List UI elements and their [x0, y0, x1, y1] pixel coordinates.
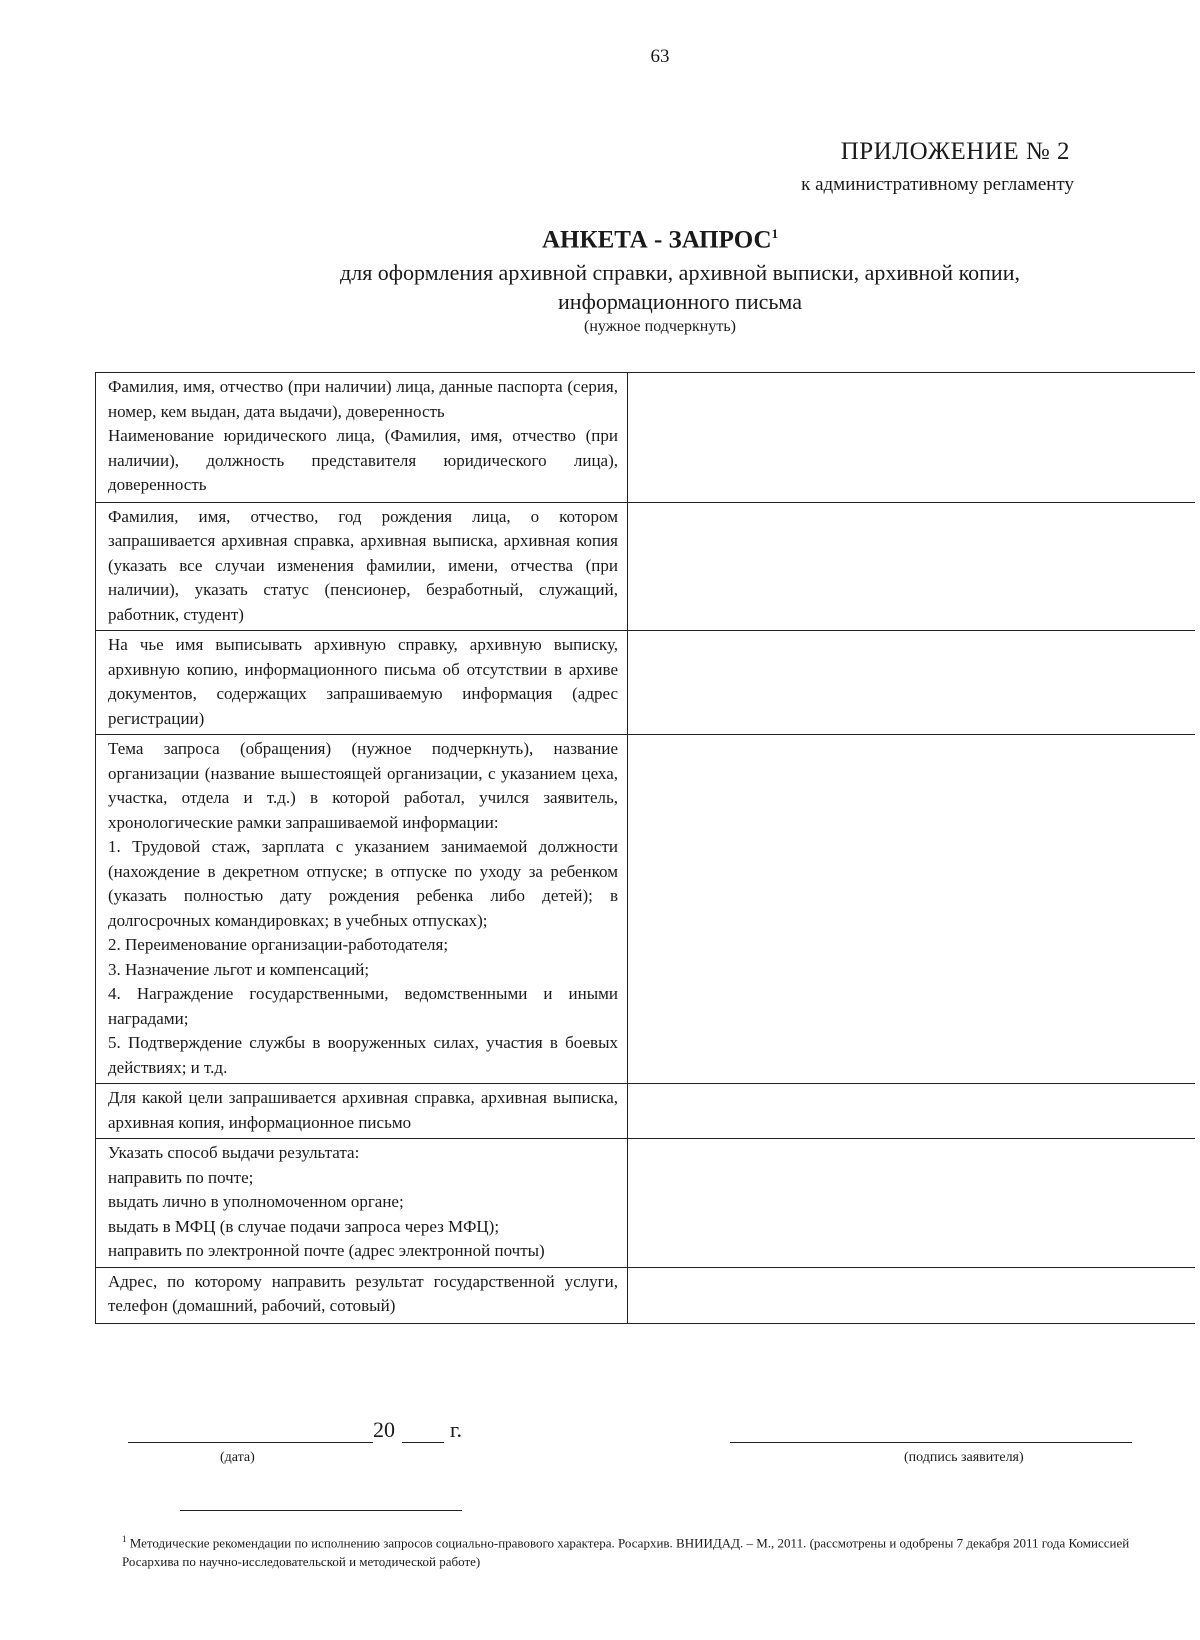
request-form-table: [95, 372, 1195, 1324]
footnote: [122, 1530, 1142, 1571]
form-row-label-line: Фамилия, имя, отчество (при наличии) лица, данные паспорта (серия, номер, кем выдан, дата выдачи), доверенность: [108, 377, 618, 421]
form-row-label: [96, 1084, 628, 1139]
appendix-title: ПРИЛОЖЕНИЕ № 2: [840, 138, 1070, 165]
year-blank-field[interactable]: [402, 1442, 444, 1443]
form-row-label: [96, 735, 628, 1084]
form-row-value-field[interactable]: [628, 631, 1196, 735]
form-row-label-line: 4. Награждение государственными, ведомственными и иными наградами;: [108, 984, 618, 1028]
form-row-label-line: 1. Трудовой стаж, зарплата с указанием занимаемой должности (нахождение в декретном отпуске; в отпуске по уходу за ребенком (указать полностью дату рождения ребенка либо детей); в долгосрочных командировках; в учебных отпусках);: [108, 837, 618, 930]
form-row: [96, 1267, 1196, 1323]
form-row-label-line: Для какой цели запрашивается архивная справка, архивная выписка, архивная копия, информационное письмо: [108, 1088, 618, 1132]
form-subtitle-line: информационного письма: [558, 289, 802, 314]
form-row-label-line: направить по электронной почте (адрес электронной почты): [108, 1241, 545, 1260]
form-row-value-field[interactable]: [628, 1084, 1196, 1139]
form-row-label-line: выдать в МФЦ (в случае подачи запроса через МФЦ);: [108, 1216, 500, 1236]
form-row-label: [96, 631, 628, 735]
form-row-value-field[interactable]: [628, 735, 1196, 1084]
form-row: [96, 735, 1196, 1084]
form-row-label-line: 3. Назначение льгот и компенсаций;: [108, 959, 370, 979]
form-subtitle-line: для оформления архивной справки, архивной выписки, архивной копии,: [340, 260, 1020, 285]
date-caption: (дата): [220, 1450, 255, 1465]
form-row: [96, 373, 1196, 503]
form-row-value-field[interactable]: [628, 373, 1196, 503]
form-row-value-field[interactable]: [628, 1139, 1196, 1268]
form-title-text: АНКЕТА - ЗАПРОС: [541, 226, 772, 254]
form-hint: (нужное подчеркнуть): [584, 318, 736, 335]
form-row-label-line: На чье имя выписывать архивную справку, архивную выписку, архивную копию, информационного письма об отсутствии в архиве документов, содержащих запрашиваемую информация (адрес регистрации): [108, 635, 618, 728]
form-row-label-line: выдать лично в уполномоченном органе;: [108, 1192, 404, 1211]
footnote-divider: [180, 1510, 462, 1511]
date-blank-field[interactable]: [128, 1442, 373, 1443]
year-suffix: г.: [450, 1417, 463, 1442]
form-row: [96, 502, 1196, 631]
form-row: [96, 1139, 1196, 1268]
form-row-label: [96, 1267, 628, 1323]
form-title: [0, 226, 1200, 254]
form-row-label-line: 2. Переименование организации-работодателя;: [108, 935, 449, 954]
page-number: 63: [650, 46, 670, 67]
form-row-label: [96, 1139, 628, 1268]
year-prefix: 20: [373, 1417, 395, 1442]
form-row-label-line: Наименование юридического лица, (Фамилия, имя, отчество (при наличии), должность представителя юридического лица), доверенность: [108, 426, 618, 494]
form-row-label: [96, 502, 628, 631]
form-row: [96, 1084, 1196, 1139]
form-row-label-line: Тема запроса (обращения) (нужное подчеркнуть), название организации (название вышестоящей организации, с указанием цеха, участка, отдела и т.д.) в которой работал, учился заявитель, хронологические рамки запрашиваемой информации:: [108, 739, 618, 832]
form-row-label-line: Фамилия, имя, отчество, год рождения лица, о котором запрашивается архивная справка, архивная выписка, архивная копия (указать все случаи изменения фамилии, имени, отчества (при наличии), указать статус (пенсионер, безработный, служащий, работник, студент): [108, 506, 618, 624]
form-row-label-line: 5. Подтверждение службы в вооруженных силах, участия в боевых действиях; и т.д.: [108, 1033, 618, 1077]
form-row-value-field[interactable]: [628, 1267, 1196, 1323]
form-subtitle: [300, 258, 1060, 316]
form-row-label-line: Адрес, по которому направить результат государственной услуги, телефон (домашний, рабочий, сотовый): [108, 1271, 618, 1315]
form-row-label-line: направить по почте;: [108, 1167, 254, 1187]
appendix-subtitle: к административному регламенту: [801, 174, 1074, 195]
signature-blank-field[interactable]: [730, 1442, 1132, 1443]
form-row-value-field[interactable]: [628, 502, 1196, 631]
footnote-text: Методические рекомендации по исполнению запросов социально-правового характера. Росархив. ВНИИДАД. – М., 2011. (рассмотрены и одобрены 7 декабря 2011 года Комиссией Росархива по научно-исследовательской и методической работе): [122, 1535, 1130, 1570]
footnote-ref: 1: [771, 226, 779, 241]
form-row-label-line: Указать способ выдачи результата:: [108, 1143, 360, 1162]
form-row: [96, 631, 1196, 735]
form-row-label: [96, 373, 628, 503]
signature-caption: (подпись заявителя): [904, 1450, 1024, 1465]
footnote-mark: 1: [122, 1534, 127, 1544]
